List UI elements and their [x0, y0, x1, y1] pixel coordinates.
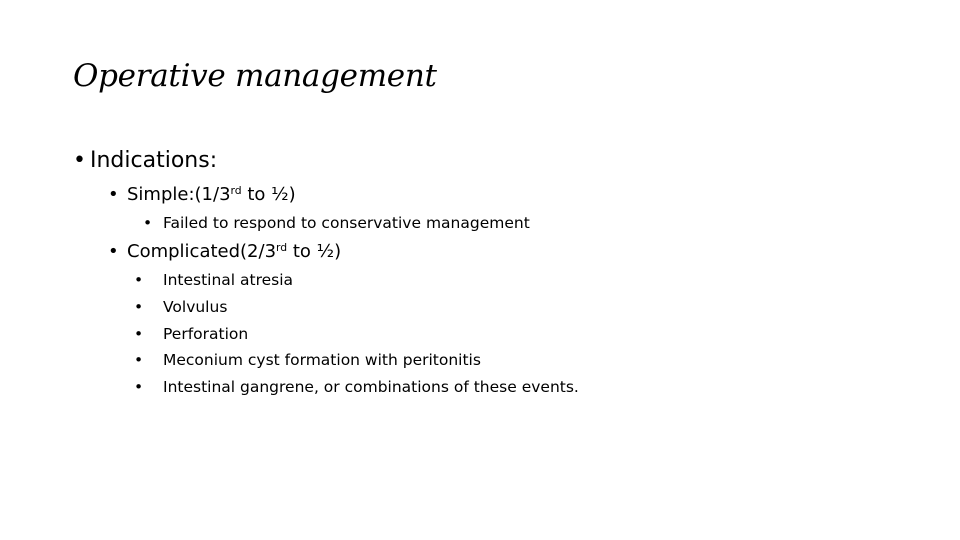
complicated-subitem-text: Perforation — [163, 325, 249, 343]
bullet-icon: • — [134, 378, 144, 396]
complicated-subitem-text: Volvulus — [163, 298, 228, 316]
simple-item — [108, 184, 296, 205]
indications-item — [73, 148, 217, 173]
complicated-subitem — [134, 378, 579, 396]
simple-label-superscript: rd — [230, 184, 242, 198]
bullet-icon: • — [134, 271, 144, 289]
simple-label-prefix: Simple:(1/3 — [127, 184, 231, 205]
complicated-label-superscript: rd — [276, 241, 288, 255]
complicated-subitem — [134, 298, 227, 316]
complicated-subitem — [134, 351, 481, 369]
complicated-label-suffix: to ½) — [287, 241, 342, 262]
simple-label-suffix: to ½) — [241, 184, 296, 205]
indications-label: Indications: — [90, 148, 218, 173]
simple-label — [127, 184, 296, 205]
complicated-item — [108, 241, 341, 262]
bullet-icon: • — [108, 184, 119, 205]
complicated-subitem — [134, 271, 293, 289]
bullet-icon: • — [134, 325, 144, 343]
complicated-subitem — [134, 325, 248, 343]
slide-title: Operative management — [73, 58, 437, 94]
simple-subitem-text: Failed to respond to conservative management — [163, 214, 530, 232]
complicated-subitem-text: Intestinal gangrene, or combinations of these events. — [163, 378, 579, 396]
complicated-label — [127, 241, 341, 262]
bullet-icon: • — [134, 298, 144, 316]
bullet-icon: • — [73, 148, 86, 173]
complicated-label-prefix: Complicated(2/3 — [127, 241, 277, 262]
bullet-icon: • — [134, 351, 144, 369]
complicated-subitem-text: Meconium cyst formation with peritonitis — [163, 351, 481, 369]
bullet-icon: • — [143, 214, 153, 232]
bullet-icon: • — [108, 241, 119, 262]
simple-subitem — [143, 214, 530, 232]
complicated-subitem-text: Intestinal atresia — [163, 271, 294, 289]
